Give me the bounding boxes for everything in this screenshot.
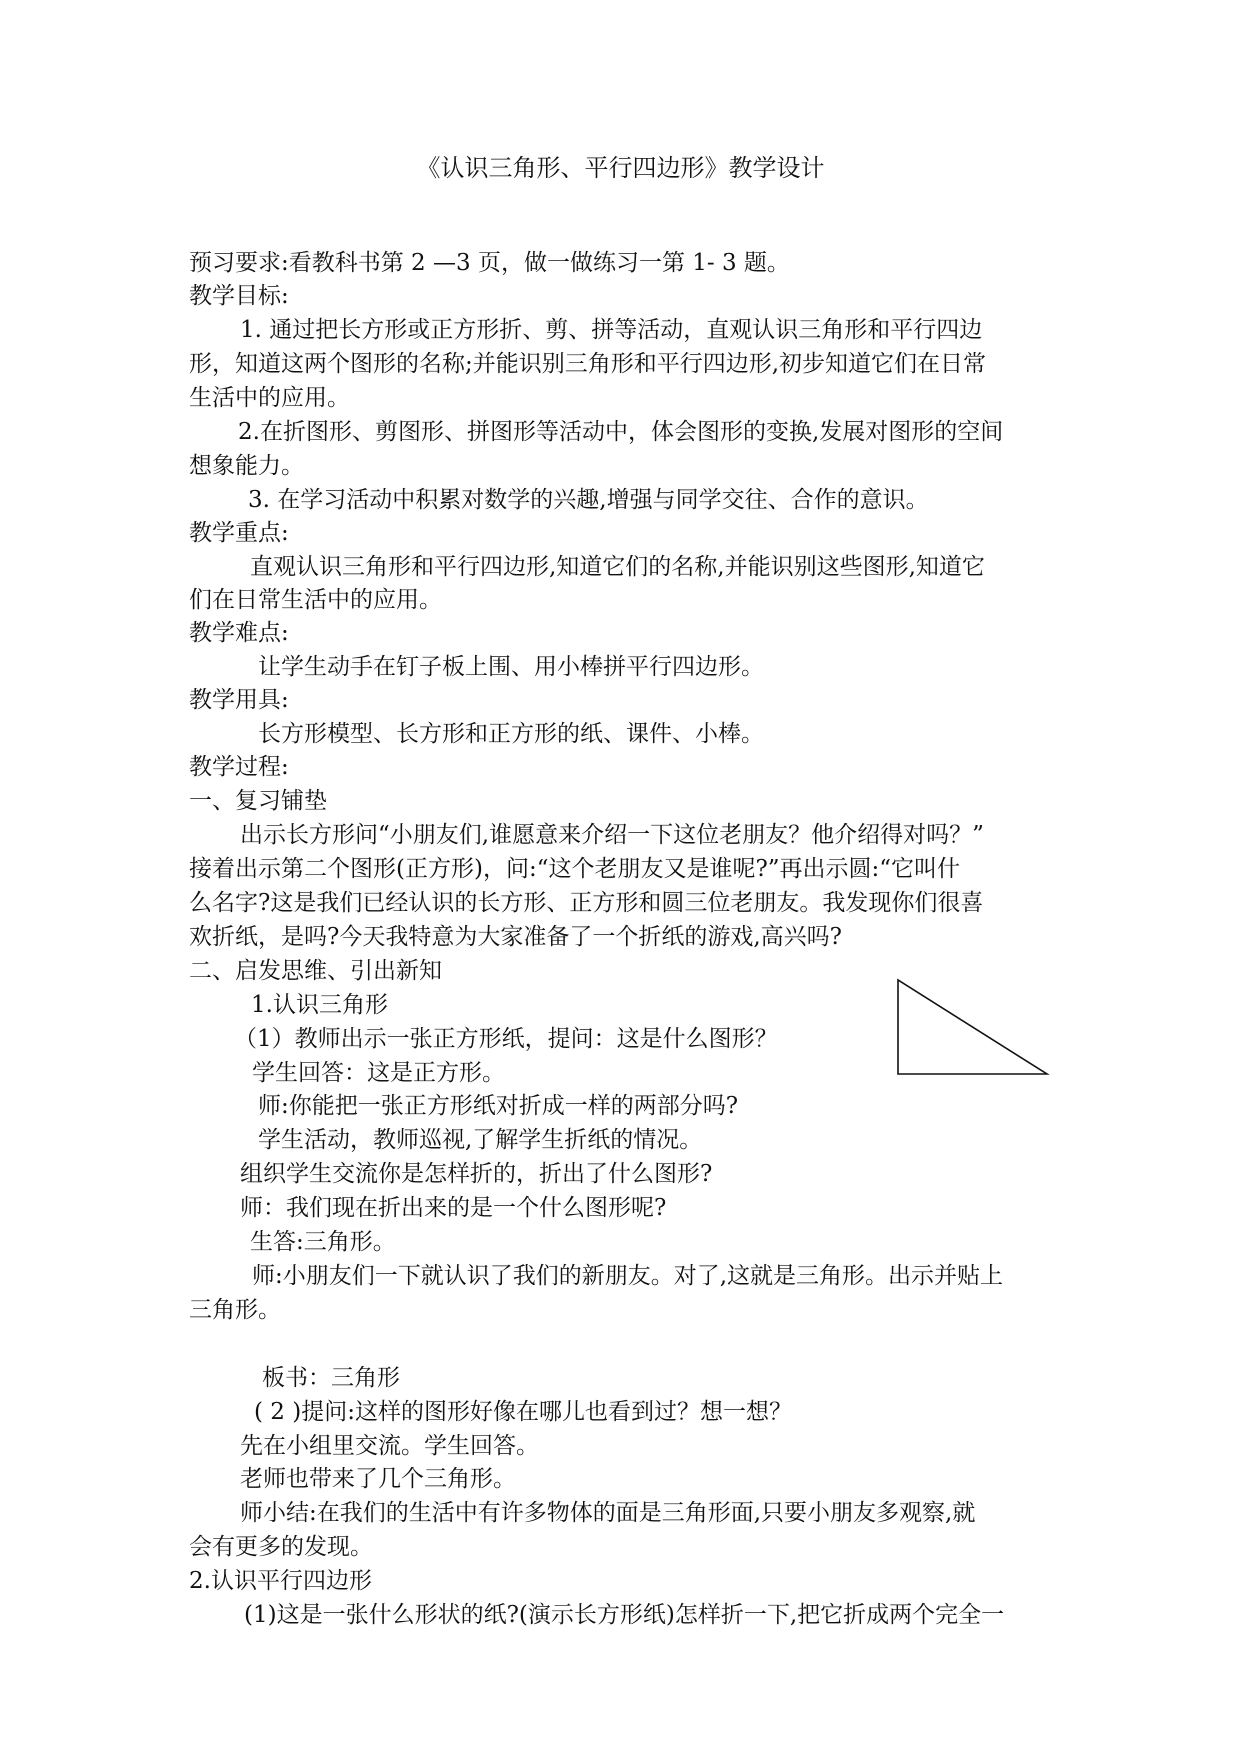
parallelogram-step-1: (1)这是一张什么形状的纸?(演示长方形纸)怎样折一下,把它折成两个完全一 xyxy=(244,1602,1005,1628)
tools-heading: 教学用具: xyxy=(189,687,289,713)
triangle-step-1: （1）教师出示一张正方形纸，提问：这是什么图形？ xyxy=(234,1026,778,1052)
key-points-line-1: 直观认识三角形和平行四边形,知道它们的名称,并能识别这些图形,知道它 xyxy=(250,554,985,580)
section-1-line-4: 欢折纸，是吗?今天我特意为大家准备了一个折纸的游戏,高兴吗? xyxy=(189,924,842,950)
difficulty-heading: 教学难点: xyxy=(189,620,289,646)
triangle-step-7: 生答:三角形。 xyxy=(250,1229,396,1255)
section-1-line-2: 接着出示第二个图形(正方形)，问:“这个老朋友又是谁呢?”再出示圆:“它叫什 xyxy=(189,856,961,882)
page-title: 《认识三角形、平行四边形》教学设计 xyxy=(416,154,825,182)
tools-line-1: 长方形模型、长方形和正方形的纸、课件、小棒。 xyxy=(258,721,764,747)
blackboard-note: 板书：三角形 xyxy=(262,1365,400,1391)
triangle-step-8-line-1: 师:小朋友们一下就认识了我们的新朋友。对了,这就是三角形。出示并贴上 xyxy=(252,1263,1004,1289)
goal-1-line-2: 形，知道这两个图形的名称;并能识别三角形和平行四边形,初步知道它们在日常 xyxy=(189,351,987,377)
section-1-heading: 一、复习铺垫 xyxy=(189,788,327,814)
triangle-step-3: 师:你能把一张正方形纸对折成一样的两部分吗? xyxy=(258,1093,739,1119)
triangle-step-6: 师：我们现在折出来的是一个什么图形呢? xyxy=(240,1195,667,1221)
goal-2-line-1: 2.在折图形、剪图形、拼图形等活动中，体会图形的变换,发展对图形的空间 xyxy=(238,419,1004,445)
triangle-shape xyxy=(898,980,1047,1074)
preview-requirement: 预习要求:看教科书第 2 —3 页，做一做练习一第 1- 3 题。 xyxy=(189,250,790,276)
triangle-summary-line-1: 师小结:在我们的生活中有许多物体的面是三角形面,只要小朋友多观察,就 xyxy=(240,1500,976,1526)
triangle-step-5: 组织学生交流你是怎样折的，折出了什么图形? xyxy=(240,1161,713,1187)
parallelogram-subheading: 2.认识平行四边形 xyxy=(189,1568,372,1594)
triangle-summary-line-2: 会有更多的发现。 xyxy=(189,1534,373,1560)
goal-1-line-1: 1. 通过把长方形或正方形折、剪、拼等活动，直观认识三角形和平行四边 xyxy=(240,317,983,343)
triangle-step-12: 老师也带来了几个三角形。 xyxy=(240,1466,516,1492)
triangle-step-4: 学生活动，教师巡视,了解学生折纸的情况。 xyxy=(258,1127,703,1153)
goal-3: 3. 在学习活动中积累对数学的兴趣,增强与同学交往、合作的意识。 xyxy=(248,487,929,513)
key-points-line-2: 们在日常生活中的应用。 xyxy=(189,587,442,613)
process-heading: 教学过程: xyxy=(189,754,289,780)
triangle-step-2: 学生回答：这是正方形。 xyxy=(252,1060,505,1086)
section-1-line-1: 出示长方形问“小朋友们,谁愿意来介绍一下这位老朋友？他介绍得对吗？” xyxy=(240,822,984,848)
triangle-step-10: ( 2 )提问:这样的图形好像在哪儿也看到过？想一想？ xyxy=(254,1399,792,1425)
triangle-step-11: 先在小组里交流。学生回答。 xyxy=(240,1433,539,1459)
section-2-heading: 二、启发思维、引出新知 xyxy=(189,958,442,984)
goal-2-line-2: 想象能力。 xyxy=(189,453,304,479)
section-1-line-3: 么名字?这是我们已经认识的长方形、正方形和圆三位老朋友。我发现你们很喜 xyxy=(189,890,984,916)
triangle-subheading: 1.认识三角形 xyxy=(251,992,388,1018)
key-points-heading: 教学重点: xyxy=(189,520,289,546)
goal-1-line-3: 生活中的应用。 xyxy=(189,385,350,411)
triangle-step-8-line-2: 三角形。 xyxy=(189,1297,281,1323)
goals-heading: 教学目标: xyxy=(189,283,289,309)
difficulty-line-1: 让学生动手在钉子板上围、用小棒拼平行四边形。 xyxy=(258,654,764,680)
